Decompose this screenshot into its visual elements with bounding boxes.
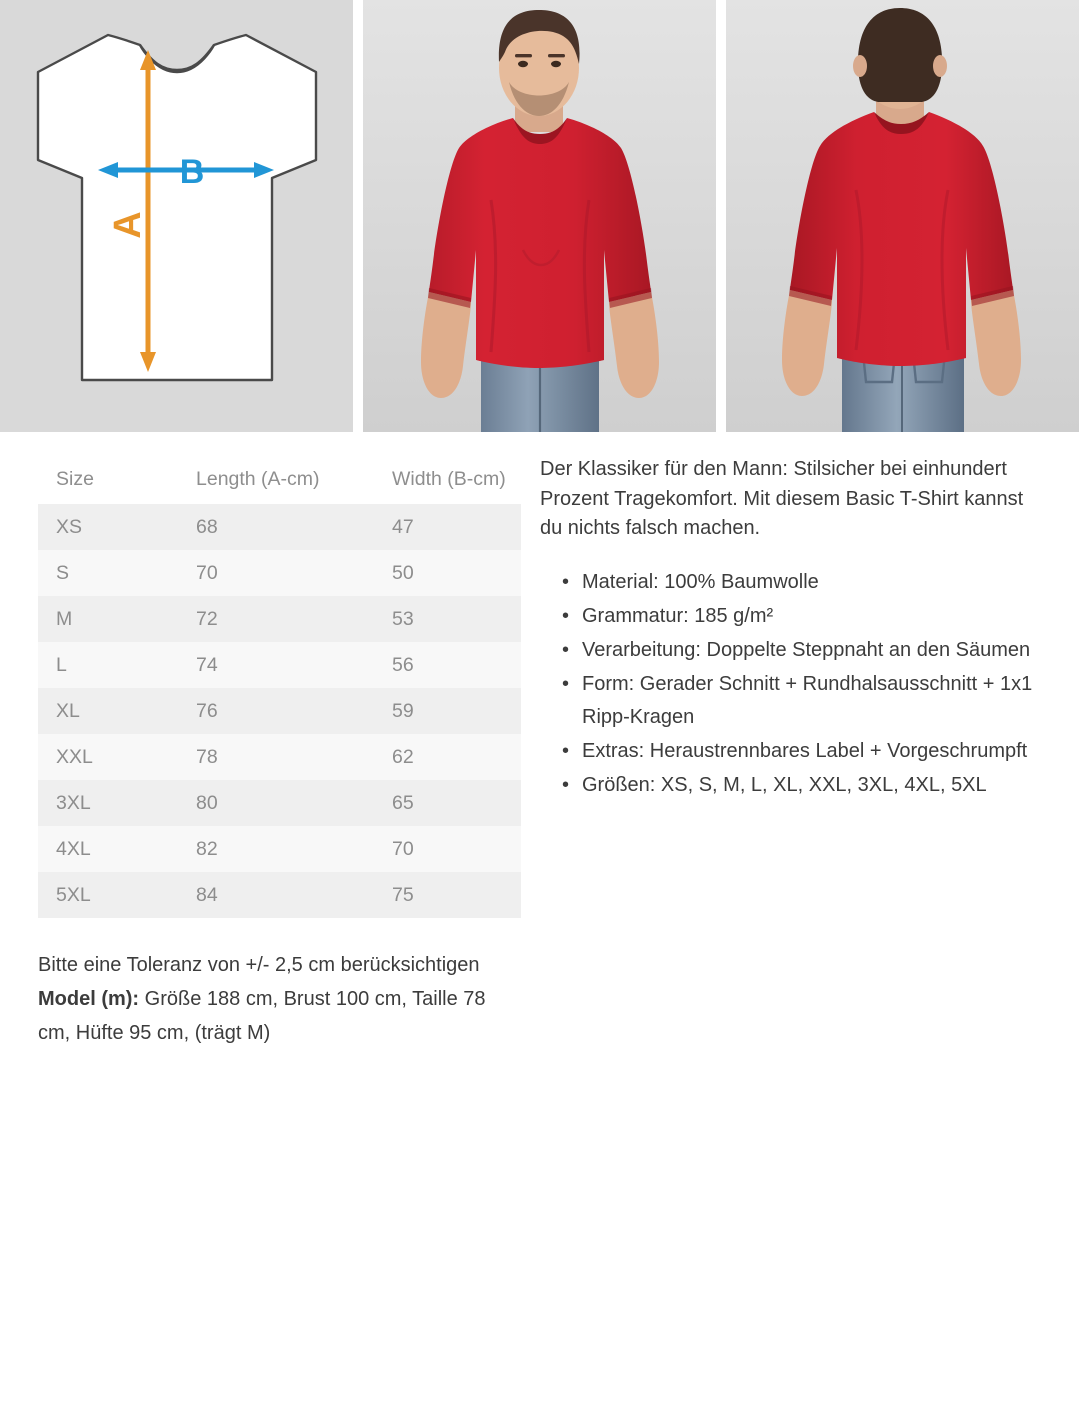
table-row: [38, 550, 521, 596]
size-table-wrapper: [38, 455, 520, 918]
model-measurements: Größe 188 cm, Brust 100 cm, Taille 78 cm, Hüfte 95 cm, (trägt M): [38, 988, 486, 1044]
list-item: • Material: 100% Baumwolle: [562, 566, 1050, 599]
cell-size: XS: [38, 504, 178, 550]
cell-width: 62: [374, 734, 521, 780]
table-row: [38, 596, 521, 642]
product-image-strip: [0, 0, 1080, 432]
table-row: [38, 642, 521, 688]
model-back-illustration: [726, 0, 1079, 432]
tolerance-note: Bitte eine Toleranz von +/- 2,5 cm berücksichtigen: [38, 954, 480, 976]
table-row: [38, 688, 521, 734]
cell-length: 76: [178, 688, 374, 734]
notes-block: [38, 948, 520, 1050]
cell-size: 5XL: [38, 872, 178, 918]
model-front-photo: [363, 0, 716, 432]
table-header-row: [38, 455, 521, 504]
size-table: [38, 455, 521, 918]
feature-list: [540, 566, 1050, 802]
product-description: Der Klassiker für den Mann: Stilsicher bei einhundert Prozent Tragekomfort. Mit diesem Basic T-Shirt kannst du nichts falsch machen.: [540, 458, 1024, 539]
list-item: • Verarbeitung: Doppelte Steppnaht an den Säumen: [562, 634, 1050, 667]
cell-width: 59: [374, 688, 521, 734]
model-front-illustration: [363, 0, 716, 432]
cell-length: 84: [178, 872, 374, 918]
cell-size: L: [38, 642, 178, 688]
cell-width: 53: [374, 596, 521, 642]
cell-width: 75: [374, 872, 521, 918]
table-row: [38, 826, 521, 872]
cell-length: 78: [178, 734, 374, 780]
header-width: Width (B-cm): [374, 455, 521, 504]
cell-size: 3XL: [38, 780, 178, 826]
table-row: [38, 504, 521, 550]
label-b: B: [179, 153, 205, 191]
list-item: • Form: Gerader Schnitt + Rundhalsausschnitt + 1x1 Ripp-Kragen: [562, 668, 1050, 734]
table-row: [38, 780, 521, 826]
cell-width: 65: [374, 780, 521, 826]
cell-length: 82: [178, 826, 374, 872]
cell-width: 50: [374, 550, 521, 596]
model-label: Model (m):: [38, 988, 140, 1010]
cell-length: 80: [178, 780, 374, 826]
list-item: • Grammatur: 185 g/m²: [562, 600, 1050, 633]
cell-size: XL: [38, 688, 178, 734]
model-note: [38, 982, 520, 1050]
table-row: [38, 872, 521, 918]
cell-length: 72: [178, 596, 374, 642]
measurement-diagram-card: [0, 0, 353, 432]
tshirt-schematic-icon: [0, 0, 353, 432]
cell-size: XXL: [38, 734, 178, 780]
cell-width: 70: [374, 826, 521, 872]
size-table-body: [38, 504, 521, 918]
left-column: [0, 455, 540, 1050]
header-length: Length (A-cm): [178, 455, 374, 504]
list-item: • Größen: XS, S, M, L, XL, XXL, 3XL, 4XL, 5XL: [562, 769, 1050, 802]
cell-size: S: [38, 550, 178, 596]
cell-width: 47: [374, 504, 521, 550]
model-back-photo: [726, 0, 1079, 432]
cell-size: 4XL: [38, 826, 178, 872]
list-item: • Extras: Heraustrennbares Label + Vorgeschrumpft: [562, 735, 1050, 768]
label-a: A: [107, 211, 149, 239]
cell-size: M: [38, 596, 178, 642]
table-row: [38, 734, 521, 780]
cell-length: 74: [178, 642, 374, 688]
cell-width: 56: [374, 642, 521, 688]
cell-length: 70: [178, 550, 374, 596]
cell-length: 68: [178, 504, 374, 550]
header-size: Size: [38, 455, 178, 504]
content-area: [0, 455, 1080, 1050]
right-column: [540, 455, 1080, 1050]
